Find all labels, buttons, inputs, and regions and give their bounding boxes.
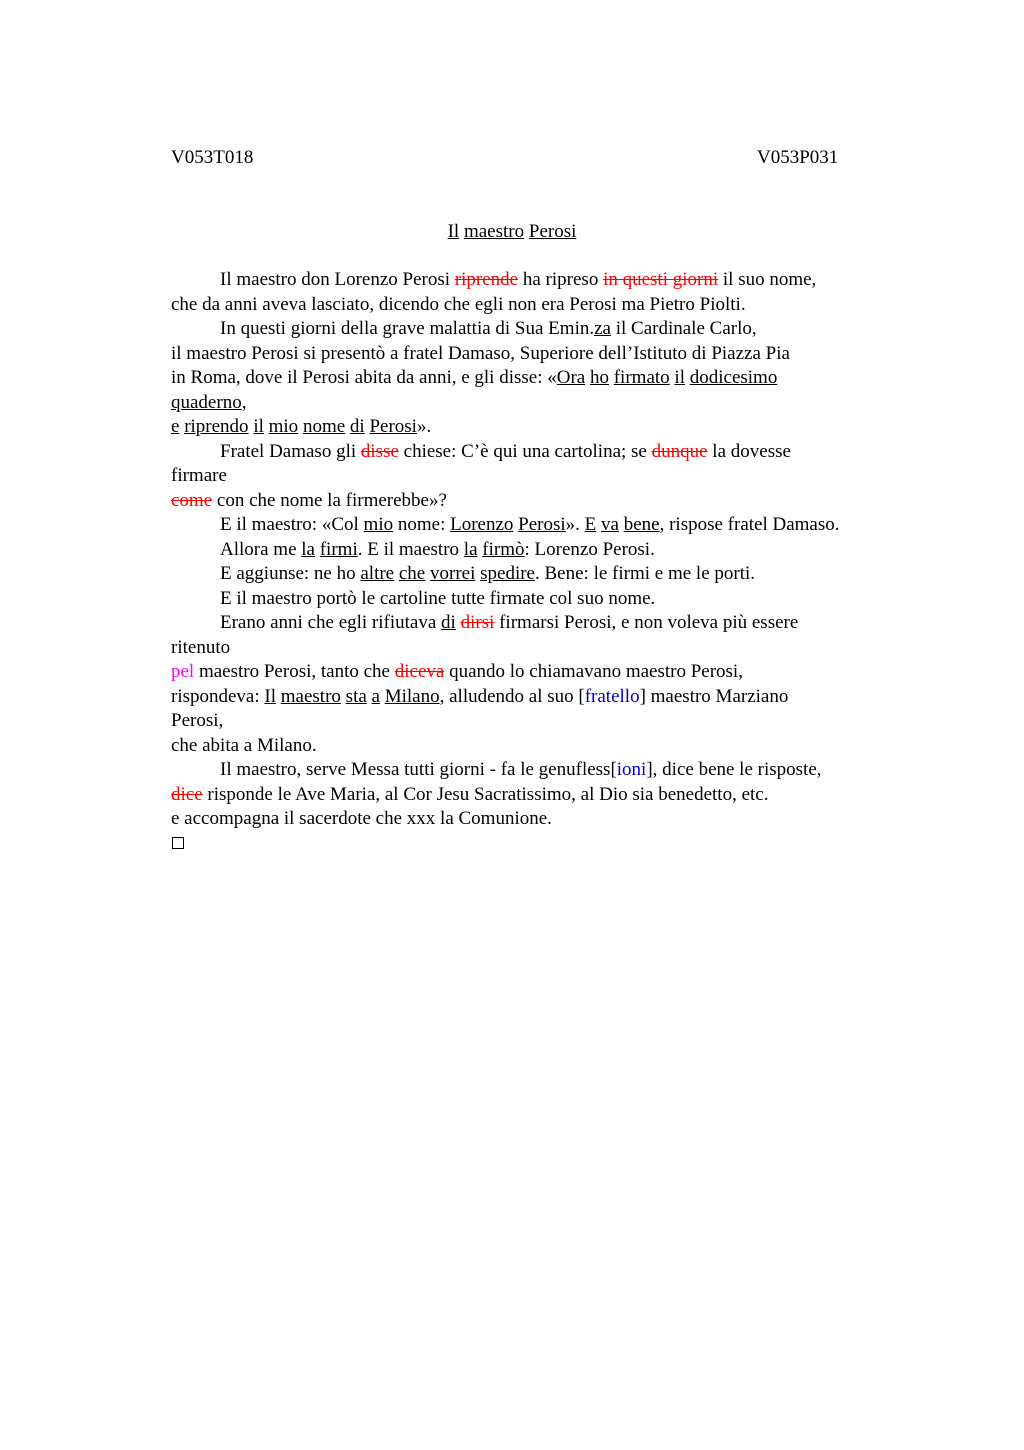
text-line	[171, 734, 911, 759]
underlined-text: bene	[623, 514, 660, 535]
text-line	[171, 513, 911, 538]
underlined-text: Il	[264, 685, 277, 707]
text-line	[171, 366, 911, 391]
underlined-text: mio	[268, 416, 299, 437]
text-segment: rispondeva:	[171, 685, 265, 707]
text-line	[171, 415, 911, 440]
text-segment: ».	[416, 416, 432, 437]
underlined-text: firmi	[319, 538, 358, 560]
underlined-text: firmato	[613, 367, 670, 388]
text-segment: E il maestro: «Col	[220, 514, 364, 535]
deleted-text: dirsi	[460, 612, 495, 633]
underlined-text: vorrei	[430, 563, 476, 584]
text-line	[171, 783, 911, 808]
text-segment: nome:	[393, 514, 451, 535]
text-segment: ,	[241, 391, 247, 413]
text-segment: Fratel Damaso gli	[220, 440, 361, 462]
underlined-text: la	[301, 538, 315, 560]
text-line	[171, 464, 911, 489]
text-segment: che abita a Milano.	[171, 734, 317, 756]
text-segment: che da anni aveva lasciato, dicendo che egli non era Perosi ma Pietro Piolti.	[171, 293, 746, 315]
underlined-text: la	[463, 538, 478, 560]
underlined-text: a	[371, 685, 380, 707]
text-line	[171, 268, 911, 293]
text-line	[171, 489, 911, 514]
text-segment: firmare	[171, 465, 227, 486]
text-segment: Perosi,	[171, 710, 224, 731]
deleted-text: disse	[360, 440, 399, 462]
underlined-text: Perosi	[518, 514, 566, 535]
text-segment: maestro Perosi, tanto che	[194, 661, 395, 682]
text-line	[171, 317, 911, 342]
deleted-text: dunque	[651, 440, 708, 462]
text-segment: ritenuto	[171, 636, 231, 658]
text-line	[171, 342, 911, 367]
text-segment: in Roma, dove il Perosi abita da anni, e gli disse: «	[171, 367, 557, 388]
text-line	[171, 293, 911, 318]
text-segment: la dovesse	[707, 440, 791, 462]
text-segment: il Cardinale Carlo,	[610, 318, 757, 339]
colored-text: pel	[171, 661, 195, 682]
underlined-text: ho	[589, 367, 609, 388]
underlined-text: Lorenzo	[450, 514, 514, 535]
text-segment: ], dice bene le risposte,	[646, 759, 822, 780]
underlined-text: e	[171, 416, 180, 437]
text-segment: Il maestro don Lorenzo Perosi	[220, 269, 455, 290]
text-line	[171, 611, 911, 636]
text-segment: ».	[565, 514, 585, 535]
text-line	[171, 807, 911, 832]
underlined-text: mio	[363, 514, 394, 535]
text-segment: . E il maestro	[357, 538, 464, 560]
text-line	[171, 709, 911, 734]
text-line	[171, 636, 911, 661]
text-segment: E il maestro portò le cartoline tutte firmate col suo nome.	[220, 587, 656, 609]
underlined-text: dodicesimo	[689, 367, 778, 388]
colored-text: ioni	[616, 759, 647, 780]
underlined-text: il	[253, 416, 264, 437]
underlined-text: Ora	[556, 367, 586, 388]
end-box-icon	[172, 837, 184, 849]
text-segment: : Lorenzo Perosi.	[524, 538, 655, 560]
deleted-text: riprende	[454, 269, 519, 290]
text-segment: , alludendo al suo [	[439, 685, 585, 707]
title-word: Il	[447, 221, 460, 242]
text-segment: il maestro Perosi si presentò a fratel Damaso, Superiore dell’Istituto di Piazza Pia	[171, 342, 790, 364]
underlined-text: nome	[302, 416, 346, 437]
underlined-text: maestro	[280, 685, 341, 707]
code-left: V053T018	[171, 147, 254, 168]
text-line	[171, 391, 911, 416]
underlined-text: firmò	[482, 538, 525, 560]
deleted-text: in questi giorni	[603, 269, 719, 290]
document-title	[0, 220, 1024, 244]
underlined-text: riprendo	[184, 416, 249, 437]
underlined-text: za	[594, 318, 611, 339]
text-segment: , rispose fratel Damaso.	[659, 514, 840, 535]
text-segment: In questi giorni della grave malattia di Sua Emin.	[220, 318, 595, 339]
text-segment: risponde le Ave Maria, al Cor Jesu Sacratissimo, al Dio sia benedetto, etc.	[202, 783, 769, 805]
text-line	[171, 758, 911, 783]
text-segment: chiese: C’è qui una cartolina; se	[398, 440, 652, 462]
deleted-text: dice	[171, 783, 203, 805]
text-segment: il suo nome,	[718, 269, 817, 290]
underlined-text: altre	[360, 563, 395, 584]
title-word: Perosi	[528, 221, 577, 242]
text-line	[171, 562, 911, 587]
text-segment: . Bene: le firmi e me le porti.	[535, 563, 756, 584]
text-segment: con che nome la firmerebbe»?	[212, 489, 447, 511]
text-line	[171, 440, 911, 465]
underlined-text: di	[441, 612, 456, 633]
underlined-text: spedire	[480, 563, 535, 584]
code-right: V053P031	[757, 147, 839, 168]
text-segment: Erano anni che egli rifiutava	[220, 612, 442, 633]
text-segment: Allora me	[220, 538, 302, 560]
deleted-text: diceva	[394, 661, 445, 682]
deleted-text: come	[171, 489, 213, 511]
text-line	[171, 538, 911, 563]
underlined-text: quaderno	[171, 391, 242, 413]
text-segment: ha ripreso	[518, 269, 604, 290]
colored-text: fratello	[584, 685, 640, 707]
underlined-text: E	[584, 514, 597, 535]
title-word: maestro	[463, 221, 525, 242]
text-line	[171, 660, 911, 685]
underlined-text: Milano	[384, 685, 440, 707]
text-segment: Il maestro, serve Messa tutti giorni - fa le genufless[	[220, 759, 617, 780]
underlined-text: va	[601, 514, 619, 535]
text-segment: E aggiunse: ne ho	[220, 563, 361, 584]
text-segment: ] maestro Marziano	[639, 685, 789, 707]
text-segment: e accompagna il sacerdote che xxx la Comunione.	[171, 808, 552, 829]
underlined-text: di	[349, 416, 365, 437]
text-segment: firmarsi Perosi, e non voleva più essere	[494, 612, 799, 633]
text-line	[171, 685, 911, 710]
underlined-text: sta	[345, 685, 367, 707]
underlined-text: il	[674, 367, 685, 388]
text-segment: quando lo chiamavano maestro Perosi,	[444, 661, 743, 682]
text-line	[171, 587, 911, 612]
underlined-text: Perosi	[369, 416, 417, 437]
document-body	[171, 268, 911, 832]
underlined-text: che	[398, 563, 426, 584]
